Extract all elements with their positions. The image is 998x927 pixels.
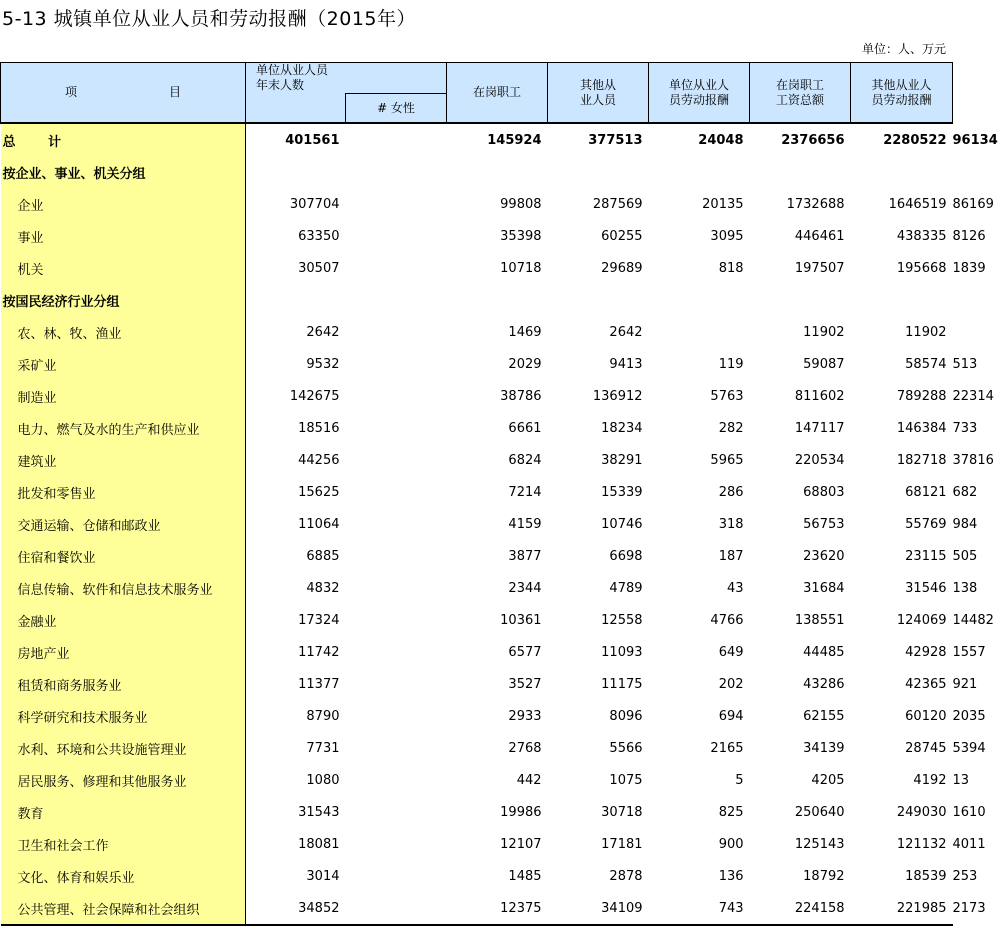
header-female: # 女性 [346,94,447,124]
table-row: 居民服务、修理和其他服务业 1080 442 1075 5 4205 4192 13 [1,764,953,796]
table-row: 金融业 17324 10361 12558 4766 138551 124069 14482 [1,604,953,636]
cell-value [246,156,346,188]
cell-value: 4789 [609,580,643,596]
table-row: 房地产业 11742 6577 11093 649 44485 42928 1557 [1,636,953,668]
cell-value: 124069 [896,612,947,628]
table-row: 信息传输、软件和信息技术服务业 4832 2344 4789 43 31684 31546 138 [1,572,953,604]
row-label: 按企业、事业、机关分组 [1,156,246,188]
table-row: 住宿和餐饮业 6885 3877 6698 187 23620 23115 505 [1,540,953,572]
header-other-remuneration: 其他从业人 员劳动报酬 [851,63,953,124]
cell-value: 2933 [508,708,542,724]
cell-value: 60120 [905,708,947,724]
header-on-post-staff: 在岗职工 [447,63,548,124]
cell-value: 68121 [905,484,947,500]
cell-value: 2280522 [851,123,953,156]
cell-value: 250640 [794,804,845,820]
cell-value: 34852 [246,892,346,925]
cell-value: 2642 [609,324,643,340]
cell-value: 10746 [601,516,643,532]
table-row [1,156,953,188]
cell-value: 900 [718,836,744,852]
cell-value: 42928 [905,644,947,660]
cell-value [750,284,851,316]
cell-value: 4832 [306,580,340,596]
table-row: 水利、环境和公共设施管理业 7731 2768 5566 2165 34139 28745 5394 [1,732,953,764]
cell-value: 3877 [508,548,542,564]
cell-value: 145924 [346,123,548,156]
table-row: 教育 31543 19986 30718 825 250640 249030 1610 [1,796,953,828]
cell-value: 1075 [609,772,643,788]
table-body [1,123,998,925]
row-label: 交通运输、仓储和邮政业 [1,508,246,540]
cell-value: 28745 [905,740,947,756]
table-row: 科学研究和技术服务业 8790 2933 8096 694 62155 60120 2035 [1,700,953,732]
row-label: 按国民经济行业分组 [1,284,246,316]
cell-value: 136912 [592,388,643,404]
cell-value: 147117 [794,420,845,436]
cell-value: 249030 [896,804,947,820]
cell-value: 11093 [601,644,643,660]
cell-value: 401561 [246,123,346,156]
cell-value: 18081 [298,836,340,852]
row-label: 事业 [1,220,246,252]
page-title: 5-13 城镇单位从业人员和劳动报酬（2015年） [2,8,417,30]
cell-value: 62155 [803,708,845,724]
cell-value: 18234 [601,420,643,436]
cell-value: 7214 [508,484,542,500]
cell-value: 68803 [803,484,845,500]
table-row: 交通运输、仓储和邮政业 11064 4159 10746 318 56753 55769 984 [1,508,953,540]
cell-value [649,156,750,188]
cell-value: 15339 [601,484,643,500]
cell-value [548,284,649,316]
cell-value: 202 [718,676,744,692]
data-table [0,62,998,926]
cell-value: 789288 [896,388,947,404]
header-year-end-spacer [246,94,346,124]
cell-value: 29689 [601,260,643,276]
cell-value [851,284,953,316]
cell-value: 6885 [306,548,340,564]
unit-label: 单位：人、万元 [861,42,946,56]
cell-value: 44256 [298,452,340,468]
row-label: 机关 [1,252,246,284]
cell-value: 125143 [794,836,845,852]
cell-value: 34109 [548,892,649,925]
row-label: 房地产业 [1,636,246,668]
row-label: 批发和零售业 [1,476,246,508]
table-row: 文化、体育和娱乐业 3014 1485 2878 136 18792 18539 253 [1,860,953,892]
row-label: 文化、体育和娱乐业 [1,860,246,892]
row-label: 卫生和社会工作 [1,828,246,860]
row-label: 租赁和商务服务业 [1,668,246,700]
header-other-employees: 其他从 业人员 [548,63,649,124]
table-row: 公共管理、社会保障和社会组织 34852 12375 34109 743 224158 221985 2173 [1,892,953,925]
table-row: 制造业 142675 38786 136912 5763 811602 789288 22314 [1,380,953,412]
table-row: 电力、燃气及水的生产和供应业 18516 6661 18234 282 147117 146384 733 [1,412,953,444]
cell-value: 9532 [306,356,340,372]
cell-value: 18792 [803,868,845,884]
cell-value: 287569 [592,196,643,212]
cell-value: 2029 [508,356,542,372]
cell-value: 38291 [601,452,643,468]
cell-value [649,284,750,316]
header-total-wages: 在岗职工 工资总额 [750,63,851,124]
cell-value: 6577 [508,644,542,660]
header-labor-remuneration: 单位从业人 员劳动报酬 [649,63,750,124]
cell-value: 6824 [508,452,542,468]
row-label: 公共管理、社会保障和社会组织 [1,892,246,925]
cell-value: 60255 [601,228,643,244]
cell-value: 197507 [794,260,845,276]
cell-value: 24048 [649,123,750,156]
row-label: 采矿业 [1,348,246,380]
cell-value: 1080 [306,772,340,788]
cell-value: 8096 [609,708,643,724]
cell-value: 146384 [896,420,947,436]
cell-value: 5566 [609,740,643,756]
cell-value: 649 [718,644,744,660]
table-row: 租赁和商务服务业 11377 3527 11175 202 43286 42365 921 [1,668,953,700]
table-row: 机关 30507 10718 29689 818 197507 195668 1839 [1,252,953,284]
cell-value: 119 [718,356,744,372]
row-label: 总 计 [1,123,246,156]
cell-value: 2165 [710,740,744,756]
cell-value: 11377 [298,676,340,692]
cell-value: 5965 [710,452,744,468]
cell-value: 42365 [905,676,947,692]
cell-value: 43 [726,580,744,596]
cell-value: 2768 [508,740,542,756]
cell-value: 99808 [500,196,542,212]
table-row: 建筑业 44256 6824 38291 5965 220534 182718 37816 [1,444,953,476]
cell-value: 12107 [500,836,542,852]
cell-value: 446461 [794,228,845,244]
cell-value: 224158 [750,892,851,925]
cell-value: 7731 [306,740,340,756]
row-label: 企业 [1,188,246,220]
cell-value: 11064 [298,516,340,532]
table-row: 采矿业 9532 2029 9413 119 59087 58574 513 [1,348,953,380]
cell-value: 11175 [601,676,643,692]
cell-value: 11742 [298,644,340,660]
cell-value: 38786 [500,388,542,404]
cell-value: 818 [718,260,744,276]
cell-value: 2642 [306,324,340,340]
table-row: 批发和零售业 15625 7214 15339 286 68803 68121 682 [1,476,953,508]
cell-value: 34139 [803,740,845,756]
cell-value: 694 [718,708,744,724]
cell-value: 442 [516,772,542,788]
cell-value: 377513 [548,123,649,156]
cell-value: 6661 [508,420,542,436]
row-label: 建筑业 [1,444,246,476]
cell-value: 182718 [896,452,947,468]
row-label: 信息传输、软件和信息技术服务业 [1,572,246,604]
row-label: 制造业 [1,380,246,412]
cell-value: 2344 [508,580,542,596]
cell-value: 30718 [601,804,643,820]
cell-value: 438335 [896,228,947,244]
cell-value: 10361 [500,612,542,628]
header-item: 项 目 [1,63,246,124]
table-row [1,284,953,316]
table-row: 卫生和社会工作 18081 12107 17181 900 125143 121132 4011 [1,828,953,860]
cell-value: 15625 [298,484,340,500]
cell-value: 23115 [905,548,947,564]
row-label: 农、林、牧、渔业 [1,316,246,348]
cell-value: 1485 [508,868,542,884]
cell-value: 307704 [289,196,340,212]
cell-value: 142675 [289,388,340,404]
row-label: 教育 [1,796,246,828]
cell-value: 31543 [298,804,340,820]
cell-value: 4766 [710,612,744,628]
cell-value: 825 [718,804,744,820]
cell-value: 811602 [794,388,845,404]
cell-value: 58574 [905,356,947,372]
cell-value: 43286 [803,676,845,692]
table-row: 企业 307704 99808 287569 20135 1732688 1646519 86169 [1,188,953,220]
cell-value [750,156,851,188]
cell-value: 44485 [803,644,845,660]
row-label: 金融业 [1,604,246,636]
cell-value: 1646519 [888,196,947,212]
cell-value: 220534 [794,452,845,468]
table-row [1,316,953,348]
cell-value: 8790 [306,708,340,724]
header-year-end-employees: 单位从业人员 年末人数 [246,63,447,94]
row-label: 科学研究和技术服务业 [1,700,246,732]
cell-value: 56753 [803,516,845,532]
cell-value: 2376656 [750,123,851,156]
cell-value: 5 [735,772,744,788]
cell-value [346,156,548,188]
cell-value: 4159 [508,516,542,532]
row-label: 住宿和餐饮业 [1,540,246,572]
table-row: 事业 63350 35398 60255 3095 446461 438335 8126 [1,220,953,252]
cell-value: 4192 [913,772,947,788]
cell-value [548,156,649,188]
cell-value: 31684 [803,580,845,596]
cell-value: 63350 [298,228,340,244]
cell-value: 6698 [609,548,643,564]
cell-value: 1469 [508,324,542,340]
table-row: 总 计 401561 145924 377513 24048 2376656 2280522 96134 [1,123,953,156]
cell-value: 195668 [896,260,947,276]
cell-value: 35398 [500,228,542,244]
cell-value: 59087 [803,356,845,372]
row-label: 电力、燃气及水的生产和供应业 [1,412,246,444]
row-label: 水利、环境和公共设施管理业 [1,732,246,764]
cell-value: 18516 [298,420,340,436]
cell-value: 5763 [710,388,744,404]
row-label: 居民服务、修理和其他服务业 [1,764,246,796]
cell-value: 136 [718,868,744,884]
cell-value: 12375 [346,892,548,925]
cell-value: 20135 [702,196,744,212]
cell-value: 12558 [601,612,643,628]
cell-value: 3014 [306,868,340,884]
cell-value: 11902 [905,324,947,340]
cell-value: 286 [718,484,744,500]
cell-value: 2878 [609,868,643,884]
cell-value: 31546 [905,580,947,596]
cell-value: 282 [718,420,744,436]
cell-value: 121132 [896,836,947,852]
cell-value [649,316,750,348]
cell-value: 30507 [298,260,340,276]
cell-value: 9413 [609,356,643,372]
cell-value [346,284,548,316]
cell-value: 187 [718,548,744,564]
cell-value: 18539 [905,868,947,884]
cell-value: 23620 [803,548,845,564]
cell-value: 3527 [508,676,542,692]
cell-value: 3095 [710,228,744,244]
cell-value: 11902 [803,324,845,340]
cell-value: 17181 [601,836,643,852]
cell-value: 221985 [851,892,953,925]
cell-value: 17324 [298,612,340,628]
cell-value [246,284,346,316]
cell-value: 19986 [500,804,542,820]
cell-value: 10718 [500,260,542,276]
cell-value: 743 [649,892,750,925]
cell-value: 138551 [794,612,845,628]
cell-value: 1732688 [786,196,845,212]
cell-value: 55769 [905,516,947,532]
cell-value [851,156,953,188]
cell-value: 4205 [811,772,845,788]
cell-value: 318 [718,516,744,532]
